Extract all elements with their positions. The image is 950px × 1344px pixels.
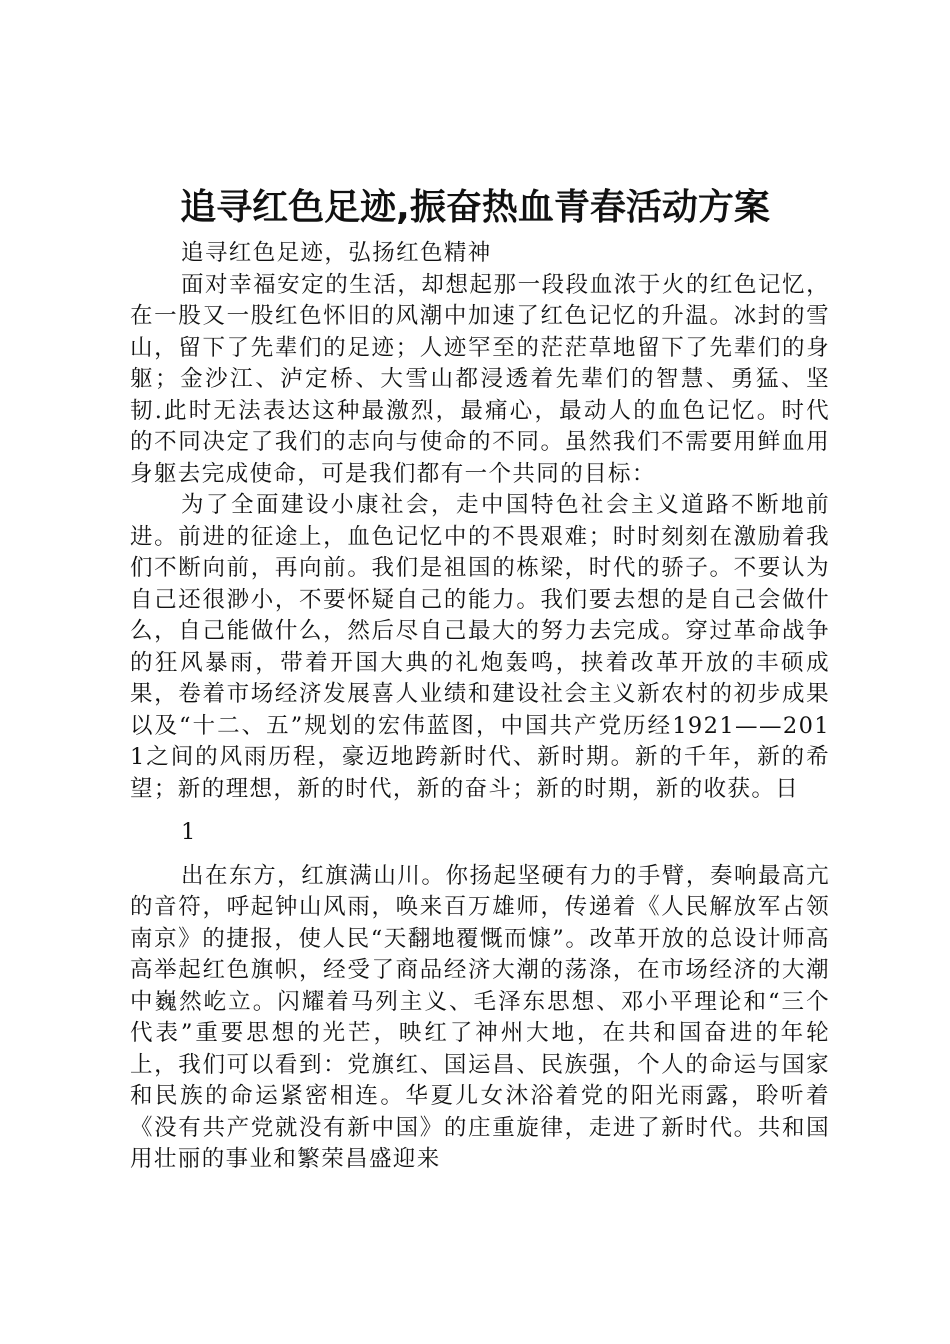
page-number: 1 bbox=[181, 819, 196, 845]
document-subtitle: 追寻红色足迹，弘扬红色精神 bbox=[181, 240, 492, 266]
document-body bbox=[130, 238, 830, 1176]
paragraph-1: 面对幸福安定的生活，却想起那一段段血浓于火的红色记忆，在一股又一股红色怀旧的风潮中加速了红色记忆的升温。冰封的雪山，留下了先辈们的足迹；人迹罕至的茫茫草地留下了先辈们的身躯；金沙江、泸定桥、大雪山都浸透着先辈们的智慧、勇猛、坚韧.此时无法表达这种最激烈，最痛心，最动人的血色记忆。时代的不同决定了我们的志向与使命的不同。虽然我们不需要用鲜血用身躯去完成使命，可是我们都有一个共同的目标： bbox=[130, 271, 830, 487]
paragraph-2: 为了全面建设小康社会，走中国特色社会主义道路不断地前进。前进的征途上，血色记忆中的不畏艰难；时时刻刻在激励着我们不断向前，再向前。我们是祖国的栋梁，时代的骄子。不要认为自己还很渺小，不要怀疑自己的能力。我们要去想的是自己会做什么，自己能做什么，然后尽自己最大的努力去完成。穿过革命战争的狂风暴雨，带着开国大典的礼炮轰鸣，挟着改革开放的丰硕成果，卷着市场经济发展喜人业绩和建设社会主义新农村的初步成果以及“十二、五”规划的宏伟蓝图，中国共产党历经1921——2011之间的风雨历程，豪迈地跨新时代、新时期。新的千年，新的希望；新的理想，新的时代，新的奋斗；新的时期，新的收获。日 bbox=[130, 492, 830, 802]
paragraph-continuation: 出在东方，红旗满山川。你扬起坚硬有力的手臂，奏响最高亢的音符，呼起钟山风雨，唤来百万雄师，传递着《人民解放军占领南京》的捷报，使人民“天翻地覆慨而慷”。改革开放的总设计师高高举起红色旗帜，经受了商品经济大潮的荡涤，在市场经济的大潮中巍然屹立。闪耀着马列主义、毛泽东思想、邓小平理论和“三个代表”重要思想的光芒，映红了神州大地，在共和国奋进的年轮上，我们可以看到：党旗红、国运昌、民族强，个人的命运与国家和民族的命运紧密相连。华夏儿女沐浴着党的阳光雨露，聆听着《没有共产党就没有新中国》的庄重旋律，走进了新时代。共和国用壮丽的事业和繁荣昌盛迎来 bbox=[130, 862, 830, 1172]
document-title: 追寻红色足迹,振奋热血青春活动方案 bbox=[180, 187, 770, 228]
